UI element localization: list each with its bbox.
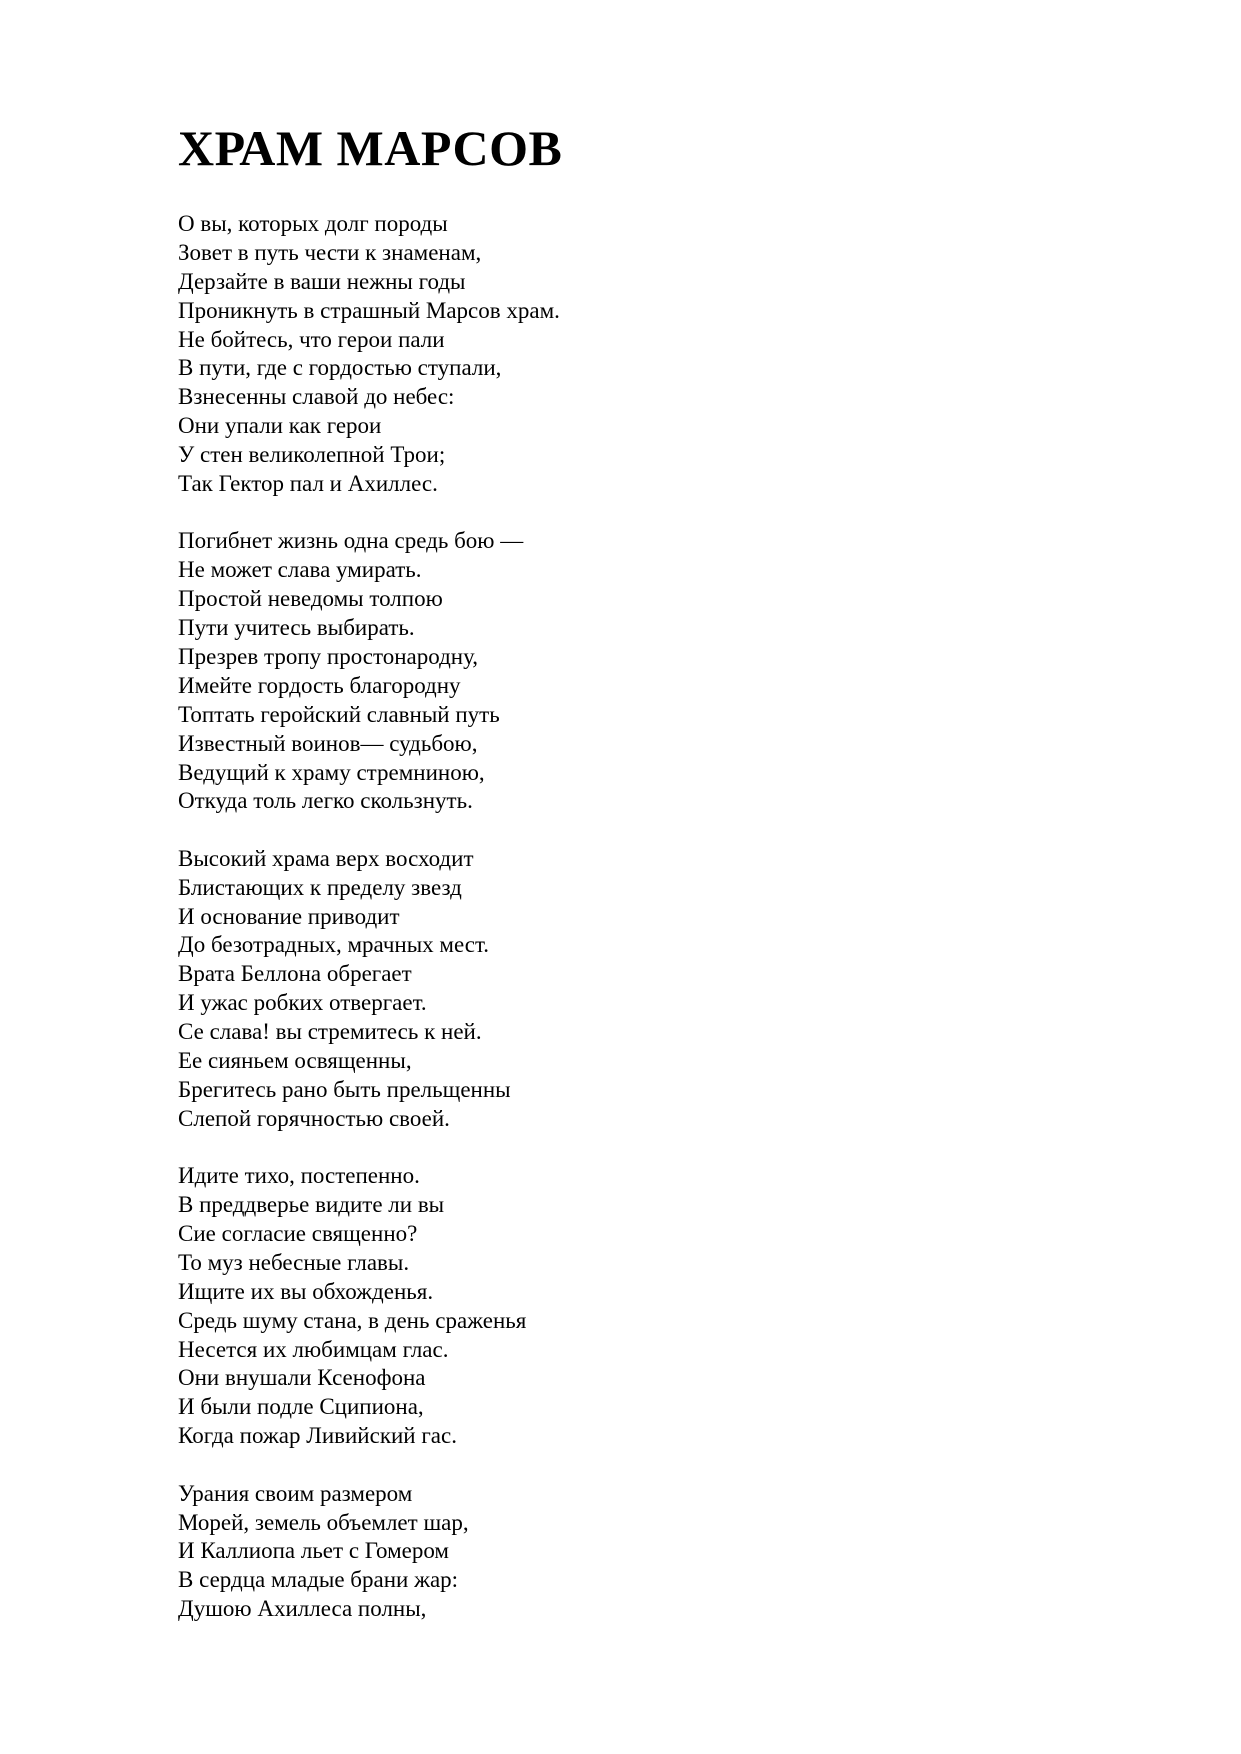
document-page bbox=[178, 118, 1178, 1653]
poem-line: Не может слава умирать. bbox=[178, 557, 422, 583]
poem-line: И Каллиопа льет с Гомером bbox=[178, 1538, 449, 1564]
poem-line: То муз небесные главы. bbox=[178, 1249, 410, 1275]
poem-line: Урания своим размером bbox=[178, 1480, 413, 1506]
poem-line: Имейте гордость благородну bbox=[178, 672, 461, 698]
poem-line: Не бойтесь, что герои пали bbox=[178, 326, 445, 352]
stanza bbox=[178, 210, 1178, 499]
poem-line: У стен великолепной Трои; bbox=[178, 442, 446, 468]
poem-line: Ведущий к храму стремниною, bbox=[178, 759, 485, 785]
stanza bbox=[178, 527, 1178, 816]
poem-line: Ищите их вы обхожденья. bbox=[178, 1278, 434, 1304]
poem-line: Дерзайте в ваши нежны годы bbox=[178, 268, 466, 294]
poem-line: И ужас робких отвергает. bbox=[178, 990, 427, 1016]
poem-line: Проникнуть в страшный Марсов храм. bbox=[178, 297, 560, 323]
poem-line: В пути, где с гордостью ступали, bbox=[178, 355, 502, 381]
poem-line: Ее сияньем освященны, bbox=[178, 1048, 412, 1074]
poem-line: Несется их любимцам глас. bbox=[178, 1336, 449, 1362]
poem-line: Сие согласие священно? bbox=[178, 1221, 418, 1246]
poem-line: Они внушали Ксенофона bbox=[178, 1365, 426, 1391]
poem-line: Душою Ахиллеса полны, bbox=[178, 1596, 427, 1622]
poem-line: Зовет в путь чести к знаменам, bbox=[178, 239, 482, 265]
poem-line: Простой неведомы толпою bbox=[178, 586, 443, 612]
poem-line: Врата Беллона обрегает bbox=[178, 961, 412, 987]
poem-title: ХРАМ МАРСОВ bbox=[178, 120, 563, 176]
poem-line: И основание приводит bbox=[178, 903, 400, 929]
poem-line: Слепой горячностью своей. bbox=[178, 1105, 450, 1131]
poem-line: Презрев тропу простонародну, bbox=[178, 643, 479, 669]
poem-line: Топтать геройский славный путь bbox=[178, 701, 500, 727]
poem-line: Се слава! вы стремитесь к ней. bbox=[178, 1019, 482, 1045]
poem-line: Высокий храма верх восходит bbox=[178, 845, 474, 871]
poem-line: В сердца младые брани жар: bbox=[178, 1567, 459, 1593]
poem-body bbox=[178, 210, 1178, 1624]
poem-line: До безотрадных, мрачных мест. bbox=[178, 932, 490, 958]
poem-line: Так Гектор пал и Ахиллес. bbox=[178, 471, 438, 497]
poem-line: О вы, которых долг породы bbox=[178, 211, 448, 236]
poem-line: Когда пожар Ливийский гас. bbox=[178, 1423, 457, 1449]
stanza bbox=[178, 1480, 1178, 1624]
poem-line: Откуда толь легко скользнуть. bbox=[178, 788, 473, 814]
poem-line: Пути учитесь выбирать. bbox=[178, 615, 415, 641]
poem-line: Морей, земель объемлет шар, bbox=[178, 1509, 469, 1535]
poem-line: Известный воинов— судьбою, bbox=[178, 730, 478, 756]
poem-line: Брегитесь рано быть прельщенны bbox=[178, 1076, 511, 1102]
poem-line: И были подле Сципиона, bbox=[178, 1394, 424, 1420]
stanza bbox=[178, 1162, 1178, 1451]
poem-line: Взнесенны славой до небес: bbox=[178, 384, 455, 410]
poem-line: В преддверье видите ли вы bbox=[178, 1192, 445, 1218]
poem-line: Средь шуму стана, в день сраженья bbox=[178, 1307, 527, 1333]
stanza bbox=[178, 845, 1178, 1134]
poem-line: Блистающих к пределу звезд bbox=[178, 874, 462, 900]
poem-line: Погибнет жизнь одна средь бою — bbox=[178, 528, 524, 554]
poem-line: Они упали как герои bbox=[178, 413, 382, 439]
poem-line: Идите тихо, постепенно. bbox=[178, 1163, 420, 1189]
